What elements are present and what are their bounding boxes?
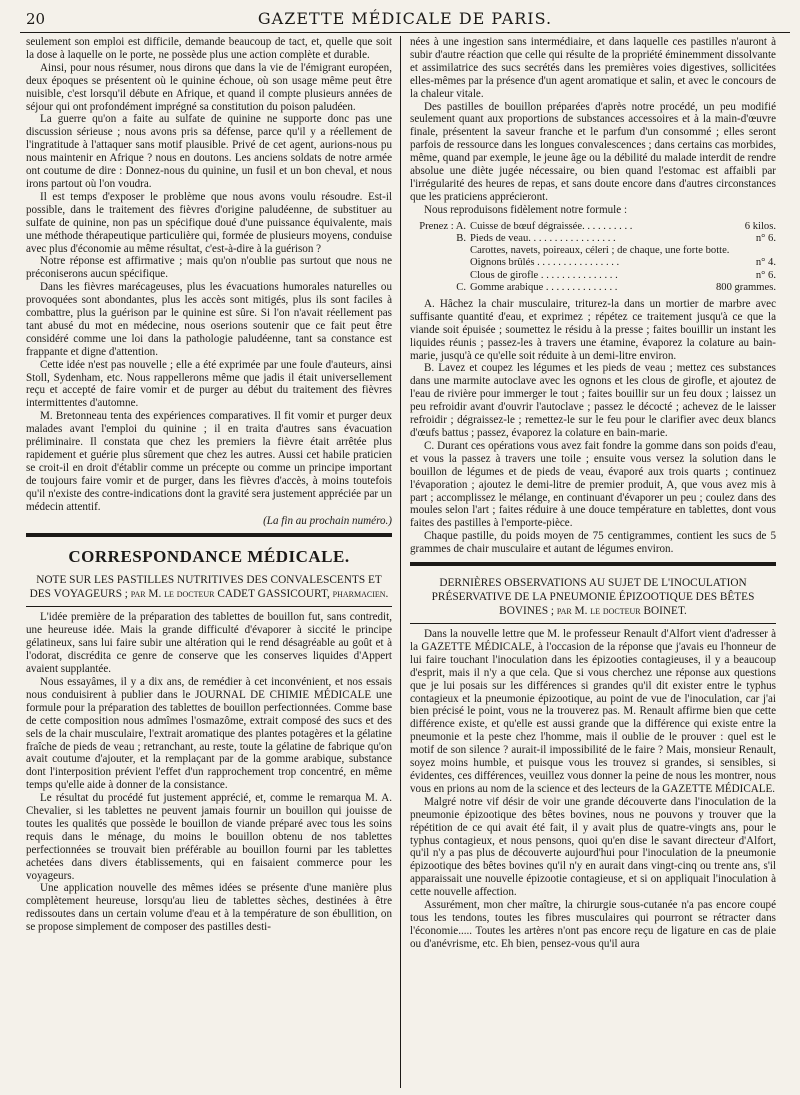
paragraph: Une application nouvelle des mêmes idées se présente d'une manière plus complètement heureuse, lorsqu'au lieu de tablettes sèches, destinées à être redissoutes dans un certain volume d'eau et à la température de son ébullition, on se propose simplement de composer des pastilles desti- xyxy=(26,882,392,934)
recipe-quantity: n° 6. xyxy=(755,269,776,281)
paragraph: M. Bretonneau tenta des expériences comparatives. Il fit vomir et purger deux malades avant l'emploi du quinine ; il en traita d'autres sans évacuation préliminaire. Il constata que chez les premiers la fièvre était arrêtée plus rapidement et guérie plus sûrement que chez les autres. Aussi cet habile praticien se croit-il en droit d'établir comme un précepte ou comme un principe important de toujours faire vomir et de purger, dans les fièvres d'accès, à moins toutefois qu'il n'existe des contre-indications dont la gravité sera justement appréciée par un médecin attentif. xyxy=(26,410,392,513)
recipe-formula xyxy=(410,221,776,294)
paragraph: Chaque pastille, du poids moyen de 75 centigrammes, contient les sucs de 5 grammes de chair musculaire et autant de légumes environ. xyxy=(410,530,776,556)
recipe-quantity: 6 kilos. xyxy=(744,220,776,232)
paragraph: C. Durant ces opérations vous avez fait fondre la gomme dans son poids d'eau, et vous la passez à travers une toile ; ensuite vous versez la solution dans le bouillon de légumes et de pieds de veau, évaporé aux trois quarts ; continuez l'évaporation ; ajoutez le demi-litre de premier produit, A, que vous avez mis à part ; accomplissez le mélange, en continuant d'évaporer un peu ; coulez dans des moules selon l'art ; faites réduire à une douce température en tablettes, dont vous faites des pastilles à l'emporte-pièce. xyxy=(410,439,776,530)
recipe-row xyxy=(410,245,776,257)
paragraph: nées à une ingestion sans intermédiaire, et dans laquelle ces pastilles n'auront à subir d'autre réaction que celle qui résulte de la propriété éminemment dissolvante et assimilatrice des sucs secrétés dans les premières voies digestives, sollicitées elles-mêmes par la présence d'un agent aromatique et salin, et avec le concours de la chaleur vitale. xyxy=(410,36,776,100)
paragraph: Assurément, mon cher maître, la chirurgie sous-cutanée n'a pas encore coupé tous les tendons, toutes les fibres musculaires qui pourront se rétracter dans l'économie..... Toutes les artères n'ont pas encore reçu de ligature en cas de plaie ou d'anévrisme, etc. Eh bien, pensez-vous qu'il aura xyxy=(410,899,776,950)
paragraph: seulement son emploi est difficile, demande beaucoup de tact, et, quelle que soit la dose à laquelle on le porte, ne possède plus une action complète et durable. xyxy=(26,36,392,61)
recipe-row xyxy=(410,233,776,245)
recipe-label xyxy=(410,270,470,282)
recipe-quantity: n° 4. xyxy=(755,257,776,269)
recipe-ingredient: Carottes, navets, poireaux, céleri ; de chaque, une forte botte. xyxy=(470,245,730,257)
paragraph: Dans les fièvres marécageuses, plus les évacuations humorales naturelles ou provoquées sont abondantes, plus les accès sont mitigés, plus ils sont faciles à combattre, plus la guérison par le quinine est sûre. Si l'on n'avait réellement pas tant abusé du mot en médecine, nous oserions soutenir que ce fait peut être considéré comme une loi dans la pathologie paludéenne, tant sa constance est frappante et digne d'attention. xyxy=(26,281,392,358)
paragraph: A. Hâchez la chair musculaire, triturez-la dans un mortier de marbre avec suffisante quantité d'eau, et exprimez ; répétez ce traitement jusqu'à ce que la viande soit épuisée ; soumettez le résidu à la presse ; faites bouillir un instant les liquides réunis ; passez-les à travers une étamine, évaporez la colature au bain-marie, jusqu'à ce qu'elle soit réduite à un demi-litre environ. xyxy=(410,297,776,362)
section-title: CORRESPONDANCE MÉDICALE. xyxy=(68,547,350,567)
title-divider xyxy=(26,606,392,607)
paragraph: Ainsi, pour nous résumer, nous dirons que dans la vie de l'émigrant européen, deux époques se présentent où le quinine échoue, où son usage même peut être nuisible, c'est lorsqu'il débute en Afrique, et quand il compte plusieurs années de séjour qui ont profondément imprégné sa constitution du poison paludéen. xyxy=(26,61,392,113)
right-column xyxy=(410,36,776,1088)
recipe-ingredient: Clous de girofle . . . . . . . . . . . . . . . xyxy=(470,269,618,281)
recipe-ingredient: Pieds de veau. . . . . . . . . . . . . . . . . xyxy=(470,232,616,244)
column-divider xyxy=(400,36,401,1088)
recipe-ingredient: Gomme arabique . . . . . . . . . . . . . . xyxy=(470,281,618,293)
paragraph: La guerre qu'on a faite au sulfate de quinine ne supporte donc pas une discussion sérieuse ; nous avons pris sa défense, parce qu'il y a réellement de l'ingratitude à l'attaquer sans motif plausible. Privé de cet agent, aurions-nous pu nous maintenir en Afrique ? nous en doutons. Les anciens soldats de notre armée ont coutume de dire : Donnez-nous du quinine, un fusil et un bon cheval, et nous irons partout où l'on voudra. xyxy=(26,113,392,190)
recipe-row xyxy=(410,270,776,282)
recipe-label xyxy=(410,245,470,257)
recipe-quantity: 800 grammes. xyxy=(715,281,776,293)
journal-title: GAZETTE MÉDICALE DE PARIS. xyxy=(257,9,553,28)
continuation-note: (La fin au prochain numéro.) xyxy=(263,514,392,527)
recipe-label: B. xyxy=(456,232,466,244)
recipe-row xyxy=(410,282,776,294)
recipe-row xyxy=(410,257,776,269)
recipe-label xyxy=(410,257,470,269)
paragraph: L'idée première de la préparation des tablettes de bouillon fut, sans contredit, une heureuse idée. Mais la grande difficulté d'évaporer à siccité le principe gélatineux, sans lui faire subir une altération qui le rend désagréable au goût et à l'odorat, discrédita ce genre de conserve que les conserves liquides d'Appert avaient supplantée. xyxy=(26,611,392,676)
recipe-quantity: n° 6. xyxy=(755,232,776,244)
title-divider xyxy=(410,623,776,624)
page-number: 20 xyxy=(26,10,46,28)
recipe-row xyxy=(410,221,776,233)
page-header xyxy=(20,6,790,33)
paragraph: Dans la nouvelle lettre que M. le professeur Renault d'Alfort vient d'adresser à la GAZETTE MÉDICALE, à l'occasion de la réponse que j'avais eu l'honneur de lui faire touchant l'inoculation dans les épizooties contagieuses, il y a beaucoup d'esprit, mais il n'y a que cela. Que si vous cherchez une réponse aux questions que je lui posais sur les différences si grandes qu'il dit exister entre le typhus contagieux et la pneumonie épizootique, au point de vue de l'inoculation, car j'ai bien précisé le point, vous ne la trouverez pas. M. Renault affirme bien que cette différence existe, et qu'elle est aussi grande que la différence qui existe entre la pneumonie et la peste chez l'homme, mais il oublie de le prouver : quel est le motif de son silence ? aurait-il impossibilité de le faire ? Mais, monsieur Renault, soyez moins humble, et puisque vous les trouvez si grandes, si sensibles, si évidentes, ces différences, veuillez vous donner la peine de nous les montrer, nous vous en prions au nom de la science et des lecteurs de la GAZETTE MÉDICALE. xyxy=(410,628,776,795)
paragraph: Le résultat du procédé fut justement apprécié, et, comme le remarqua M. A. Chevalier, si les tablettes ne peuvent jamais fournir un bouillon qui jouisse de toutes les qualités que possède le bouillon de viande préparé avec tous les soins requis dans le ménage, du moins le bouillon obtenu de nos tablettes perfectionnées se trouvait bien préférable au bouillon fourni par les tablettes achetées dans divers établissements, qui en faisaient commerce pour les voyageurs. xyxy=(26,792,392,882)
paragraph: Cette idée n'est pas nouvelle ; elle a été exprimée par une foule d'auteurs, ainsi Stoll, Sydenham, etc. Nous rappellerons même que jadis il était universellement reçu et accepté de faire vomir et de purger au début du traitement des fièvres intermittentes d'automne. xyxy=(26,358,392,410)
recipe-ingredient: Cuisse de bœuf dégraissée. . . . . . . . . . xyxy=(470,220,633,232)
recipe-label: Prenez : A. xyxy=(419,220,466,232)
paragraph: Il est temps d'exposer le problème que nous avons voulu résoudre. Est-il possible, dans le traitement des fièvres d'origine paludéenne, de substituer au sulfate de quinine, non pas un spécifique doué d'une puissance équivalente, mais une méthode thérapeutique particulière qui, formée de plusieurs moyens, conduise avec plus d'économie au même résultat, c'est-à-dire à la guérison ? xyxy=(26,190,392,255)
paragraph: Notre réponse est affirmative ; mais qu'on n'oublie pas surtout que nous ne préconiserons aucun spécifique. xyxy=(26,255,392,281)
article-title: NOTE SUR LES PASTILLES NUTRITIVES DES CONVALESCENTS ET DES VOYAGEURS ; par M. le docteur CADET GASSICOURT, pharmacien. xyxy=(29,574,389,601)
left-column xyxy=(26,36,392,1088)
paragraph: Nous essayâmes, il y a dix ans, de remédier à cet inconvénient, et nos essais nous conduisirent à publier dans le JOURNAL DE CHIMIE MÉDICALE une formule pour la préparation des tablettes de bouillon perfectionnées. Comme base de cette composition nous admîmes l'osmazôme, extrait composé des sucs et des sels de la chair musculaire, l'extrait aromatique des plantes potagères et la gélatine fraîche de pieds de veau ; retranchant, au reste, toute la gélatine de fabrique qu'on avait coutume d'ajouter, et la remplaçant par de la gomme arabique, substance dont l'interposition prévient l'effet d'un rapprochement trop concentré, en même temps qu'elle aide à donner de la consistance. xyxy=(26,675,392,792)
section-divider xyxy=(410,562,776,566)
section-divider xyxy=(26,533,392,537)
recipe-label: C. xyxy=(456,281,466,293)
paragraph: Nous reproduisons fidèlement notre formule : xyxy=(424,203,628,216)
paragraph: B. Lavez et coupez les légumes et les pieds de veau ; mettez ces substances dans une marmite autoclave avec les ognons et les clous de girofle, et ajoutez de l'eau de rivière pour immerger le tout ; faites bouillir sur un feu doux ; laissez un peu refroidir avant d'ouvrir l'autoclave ; passez le décocté ; achevez de le laisser refroidir ; dégraissez-le ; remettez-le sur le feu pour le clarifier avec deux blancs d'œufs battus ; passez, évaporez la colature en bain-marie. xyxy=(410,362,776,439)
recipe-ingredient: Oignons brûlés . . . . . . . . . . . . . . . . xyxy=(470,257,620,269)
paragraph: Des pastilles de bouillon préparées d'après notre procédé, un peu modifié seulement quant aux proportions de substances accessoires et à la main-d'œuvre finale, présentent la saveur franche et le parfum d'un consommé ; elles seront parfois de ressource dans les longues convalescences ; dans certains cas morbides, même, quand par exemple, le jeune âge ou la débilité du malade interdit de rendre absolue une diète jugée nécessaire, ou bien quand l'estomac est affaibli par l'irrégularité des heures de repas, et sans doute encore dans d'autres circonstances que les praticiens apprécieront. xyxy=(410,100,776,203)
article-title: DERNIÈRES OBSERVATIONS AU SUJET DE L'INOCULATION PRÉSERVATIVE DE LA PNEUMONIE ÉPIZOOTIQUE DES BÊTES BOVINES ; par M. le docteur BOINET. xyxy=(431,577,755,618)
paragraph: Malgré notre vif désir de voir une grande découverte dans l'inoculation de la pneumonie épizootique des bêtes bovines, nous ne pouvons y trouver que la répétition de ce qui avait été fait, il y avait plus de quatre-vingts ans, pour le typhus contagieux, et nous pensons, quoi qu'en dise le savant directeur d'Alfort, qu'il n'y a pas plus de découverte aujourd'hui pour l'inoculation de la pneumonie épizootique des bêtes bovines qu'il n'y en aurait dans vingt-cinq ou trente ans, s'il apparaissait une nouvelle épizootie contagieuse, et si on appliquait l'inoculation à cette nouvelle affection. xyxy=(410,795,776,899)
